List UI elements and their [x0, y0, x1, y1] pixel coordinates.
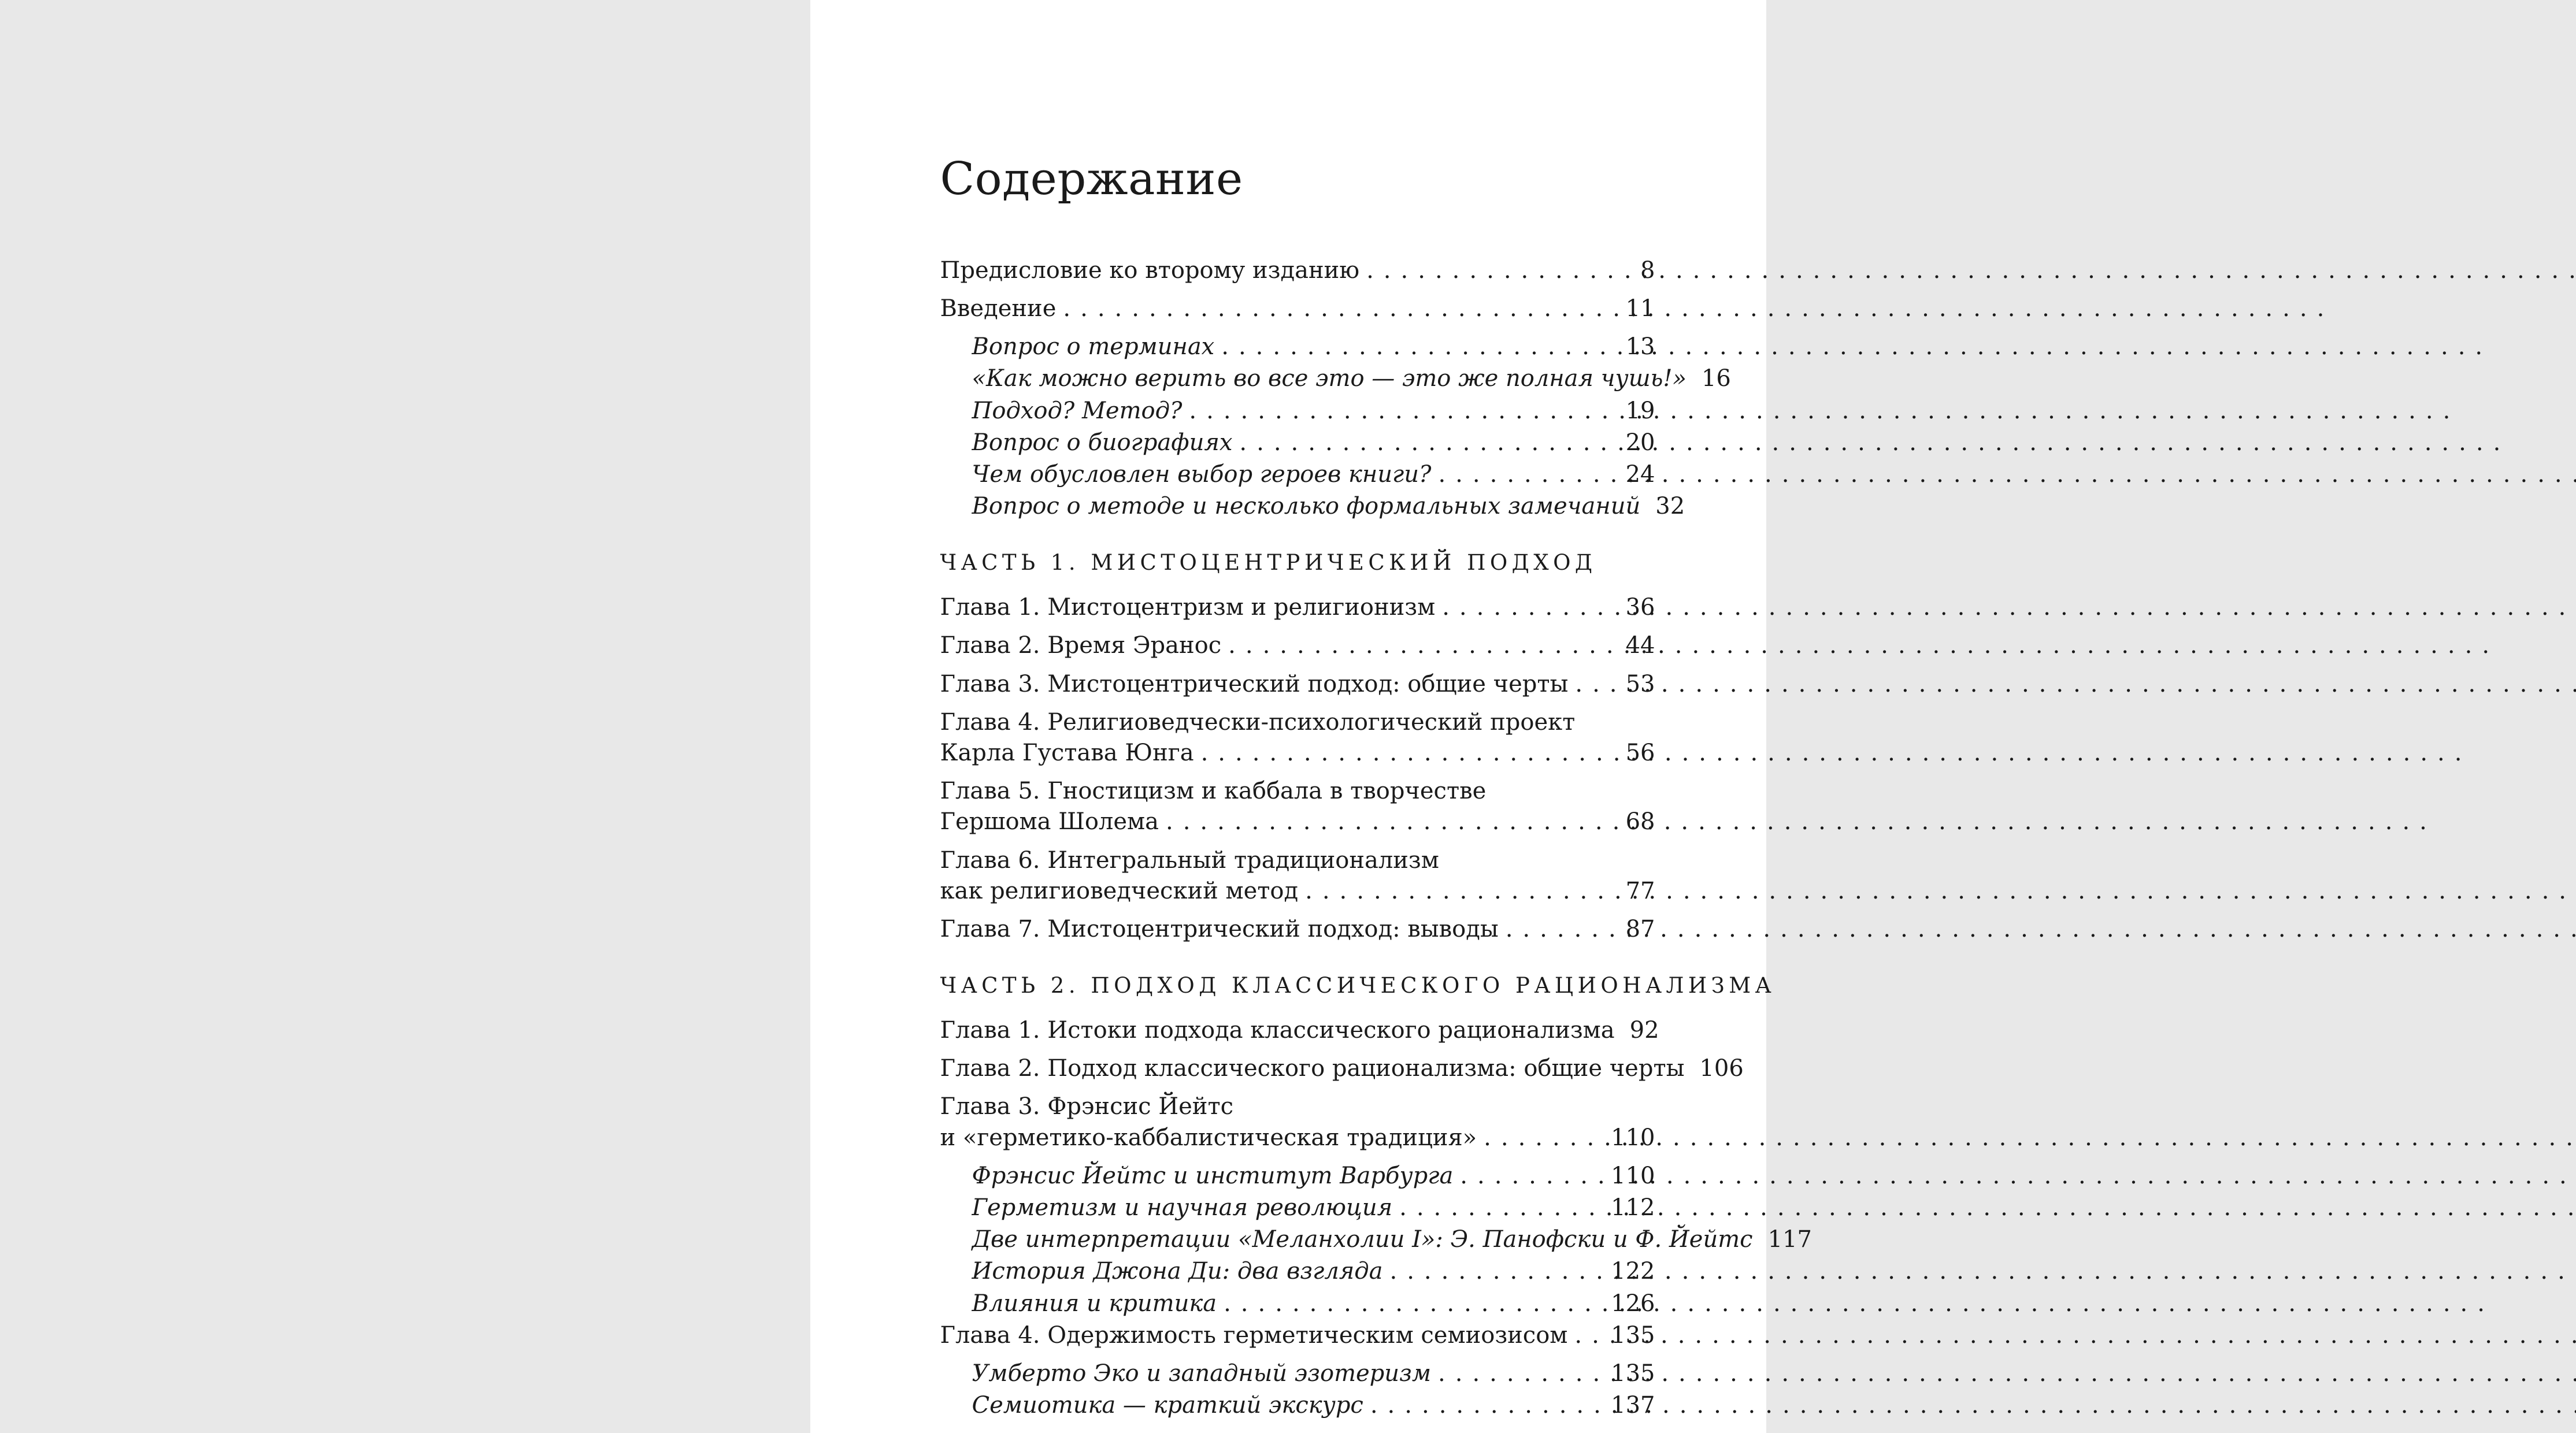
toc-entry-row [972, 363, 1731, 394]
page-number: 110 [1611, 1124, 1655, 1151]
toc-entry-row [972, 1358, 1655, 1389]
page-number: 24 [1625, 461, 1655, 488]
toc-entry-text: Карла Густава Юнга [940, 739, 1194, 766]
toc-entry [940, 1256, 1655, 1287]
dot-leader [1575, 669, 1617, 700]
toc-entry-text: Семиотика — краткий экскурс [972, 1392, 1363, 1419]
toc-entry-text: Глава 2. Время Эранос [940, 632, 1222, 659]
toc-entry [940, 914, 1655, 945]
toc-entry-row [940, 592, 1655, 623]
toc-entry-text: История Джона Ди: два взгляда [972, 1258, 1383, 1285]
toc-entry [940, 1224, 1812, 1255]
page-number: 16 [1701, 365, 1731, 392]
toc-entry [940, 845, 1655, 907]
toc-entry-row [972, 1161, 1655, 1191]
dot-leader [1063, 294, 1617, 324]
toc-entry-row [940, 1015, 1659, 1046]
toc-entry-row [940, 914, 1655, 945]
dot-leader [1228, 630, 1617, 661]
toc-entry [940, 707, 1655, 769]
page-number: 112 [1611, 1194, 1655, 1221]
page-number: 44 [1625, 632, 1655, 659]
toc-entry-text: Вопрос о биографиях [972, 429, 1233, 456]
part-heading: ЧАСТЬ 1. МИСТОЦЕНТРИЧЕСКИЙ ПОДХОД [940, 550, 1597, 576]
dot-leader [1224, 1289, 1603, 1319]
toc-entry [940, 255, 1655, 286]
page-number: 135 [1611, 1360, 1655, 1387]
toc-entry-text: Глава 7. Мистоцентрический подход: выводы [940, 915, 1499, 942]
toc-entry-text: Глава 5. Гностицизм и каббала в творчестве [940, 778, 1487, 805]
toc-entry [940, 630, 1655, 661]
dot-leader [1189, 396, 1617, 426]
toc-entry-text: и «герметико-каббалистическая традиция» [940, 1124, 1477, 1151]
toc-entry-row [940, 1053, 1744, 1084]
page-number: 126 [1611, 1290, 1655, 1317]
page-number: 20 [1625, 429, 1655, 456]
toc-entry-text: Глава 6. Интегральный традиционализм [940, 847, 1439, 874]
toc-entry [940, 1358, 1655, 1389]
toc-entry-text: Предисловие ко второму изданию [940, 257, 1360, 284]
toc-entry-text: Вопрос о терминах [972, 333, 1215, 361]
toc-entry-text: Герметизм и научная революция [972, 1194, 1393, 1221]
toc-entry-row [972, 1390, 1655, 1421]
toc-entry-text: Глава 4. Религиоведчески-психологический проект [940, 708, 1576, 736]
toc-entry-text: Глава 4. Одержимость герметическим семиозисом [940, 1321, 1568, 1349]
page-number: 53 [1625, 670, 1655, 697]
toc-entry [940, 1053, 1744, 1084]
dot-leader [1506, 914, 1618, 945]
page-number: 32 [1655, 493, 1685, 520]
toc-entry-text: Глава 1. Истоки подхода классического рационализма [940, 1017, 1615, 1044]
toc-entry [940, 1320, 1655, 1351]
toc-entry [940, 332, 1655, 362]
toc-entry-row [940, 738, 1655, 769]
book-toc-page [810, 0, 1812, 1433]
dot-leader [1442, 592, 1617, 623]
toc-entry-row [940, 1123, 1655, 1153]
toc-entry-text: как религиоведческий метод [940, 877, 1299, 904]
toc-entry-text: Глава 3. Мистоцентрический подход: общие черты [940, 670, 1569, 697]
toc-entry [940, 1289, 1655, 1319]
page-number: 137 [1611, 1392, 1655, 1419]
dot-leader [1438, 1358, 1603, 1389]
toc-entry [940, 363, 1731, 394]
page-number: 106 [1699, 1055, 1744, 1082]
dot-leader [1370, 1390, 1603, 1421]
toc-entry-row [972, 491, 1685, 522]
toc-entry-row [940, 630, 1655, 661]
toc-entry [940, 1193, 1655, 1223]
page-number: 19 [1625, 397, 1655, 424]
toc-entry-text: Вопрос о методе и несколько формальных замечаний [972, 493, 1641, 520]
toc-entry-row [972, 428, 1655, 458]
toc-entry-row [972, 1256, 1655, 1287]
page-number: 11 [1625, 295, 1655, 322]
page-number: 8 [1640, 257, 1655, 284]
part-heading: ЧАСТЬ 2. ПОДХОД КЛАССИЧЕСКОГО РАЦИОНАЛИЗМА [940, 973, 1776, 998]
page-number: 110 [1611, 1162, 1655, 1189]
toc-entry-text: Глава 2. Подход классического рационализма: общие черты [940, 1055, 1685, 1082]
page-number: 87 [1625, 915, 1655, 942]
toc-entry-row [940, 807, 1655, 837]
toc-entry-text: Фрэнсис Йейтс и институт Варбурга [972, 1162, 1454, 1189]
dot-leader [1460, 1161, 1603, 1191]
toc-entry [940, 1161, 1655, 1191]
page-number: 77 [1625, 877, 1655, 904]
toc-entry-text: Глава 1. Мистоцентризм и религионизм [940, 594, 1436, 621]
dot-leader [1438, 459, 1617, 490]
toc-entry-text: Чем обусловлен выбор героев книги? [972, 461, 1432, 488]
toc-entry-text: Введение [940, 295, 1057, 322]
dot-leader [1574, 1320, 1603, 1351]
toc-entry [940, 459, 1655, 490]
page-number: 135 [1611, 1321, 1655, 1349]
dot-leader [1166, 807, 1618, 837]
toc-entry [940, 396, 1655, 426]
page-number: 68 [1625, 808, 1655, 836]
toc-entry-row [972, 1193, 1655, 1223]
page-number: 117 [1767, 1226, 1812, 1253]
toc-entry-row [972, 1224, 1812, 1255]
toc-entry [940, 776, 1655, 837]
toc-entry-text: Глава 3. Фрэнсис Йейтс [940, 1093, 1233, 1120]
toc-entry-text: Умберто Эко и западный эзотеризм [972, 1360, 1432, 1387]
page-number: 122 [1611, 1258, 1655, 1285]
toc-entry [940, 1015, 1659, 1046]
table-of-contents [940, 255, 1812, 1421]
toc-entry-text: Гершома Шолема [940, 808, 1159, 836]
page-number: 13 [1625, 333, 1655, 361]
toc-entry [940, 428, 1655, 458]
toc-entry-row [972, 396, 1655, 426]
toc-entry-text: «Как можно верить во все это — это же полная чушь!» [972, 365, 1687, 392]
toc-entry-row [940, 669, 1655, 700]
dot-leader [1221, 332, 1617, 362]
page-number: 36 [1625, 594, 1655, 621]
toc-entry [940, 491, 1685, 522]
toc-entry-text: Влияния и критика [972, 1290, 1217, 1317]
toc-entry [940, 669, 1655, 700]
toc-entry-text: Подход? Метод? [972, 397, 1183, 424]
dot-leader [1366, 255, 1632, 286]
toc-entry-row [940, 294, 1655, 324]
toc-entry-row [972, 332, 1655, 362]
toc-entry-row [940, 1320, 1655, 1351]
toc-entry-row [972, 1289, 1655, 1319]
dot-leader [1239, 428, 1617, 458]
dot-leader [1305, 876, 1617, 907]
toc-entry-row [940, 876, 1655, 907]
toc-entry [940, 294, 1655, 324]
dot-leader [1399, 1193, 1603, 1223]
dot-leader [1484, 1123, 1603, 1153]
toc-entry [940, 1390, 1655, 1421]
dot-leader [1389, 1256, 1603, 1287]
toc-entry-text: Две интерпретации «Меланхолии I»: Э. Панофски и Ф. Йейтс [972, 1226, 1753, 1253]
toc-entry-row [972, 459, 1655, 490]
dot-leader [1201, 738, 1618, 769]
page-title: Содержание [940, 153, 1243, 205]
toc-entry [940, 592, 1655, 623]
toc-entry [940, 1092, 1655, 1153]
toc-entry-row [940, 255, 1655, 286]
page-number: 92 [1629, 1017, 1659, 1044]
page-number: 56 [1625, 739, 1655, 766]
